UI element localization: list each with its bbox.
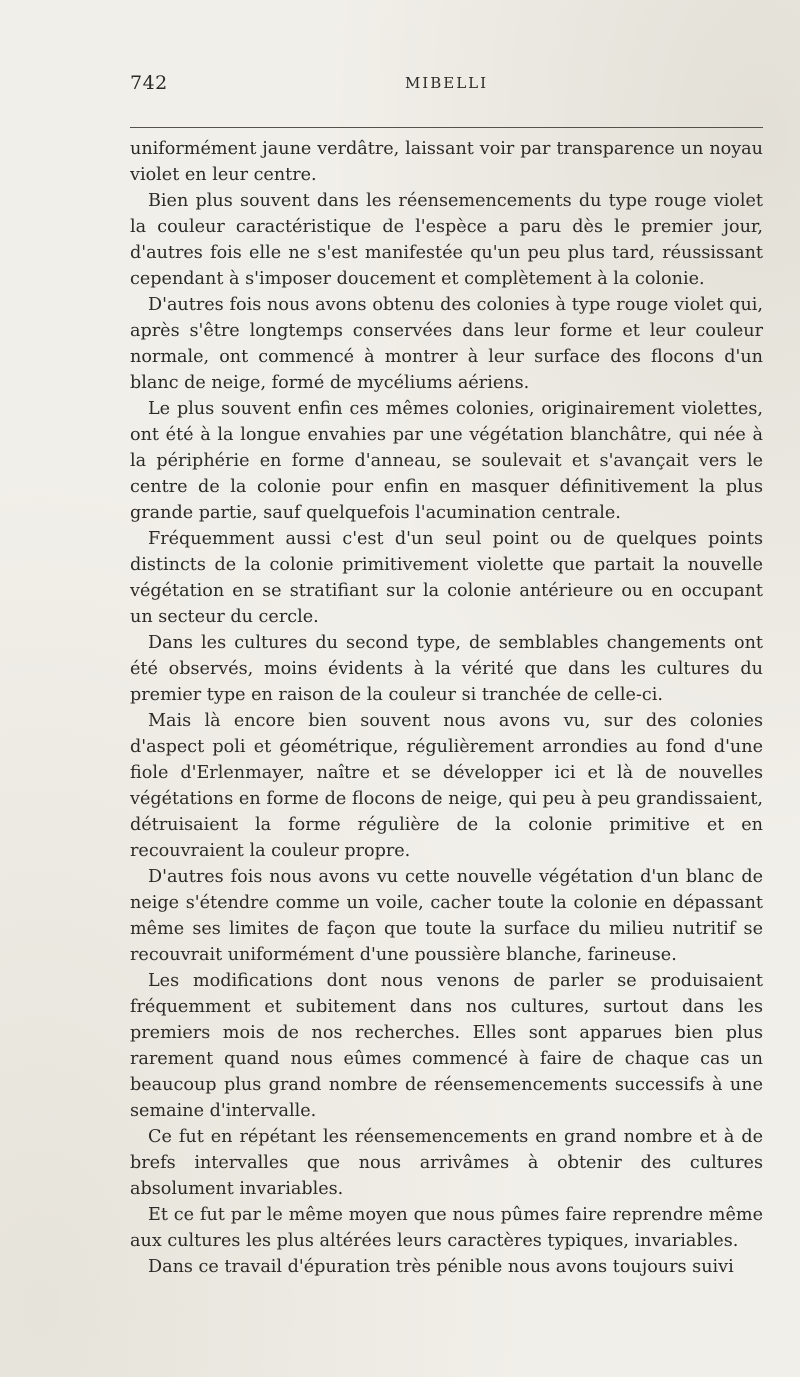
paragraph: D'autres fois nous avons vu cette nouvelle végétation d'un blanc de neige s'étendre comme un voile, cacher toute la colonie en dépassant même ses limites de façon que toute la surface du milieu nutritif se recouvrait uniformément d'une poussière blanche, farineuse. bbox=[130, 867, 763, 965]
paragraph: Fréquemment aussi c'est d'un seul point ou de quelques points distincts de la colonie primitivement violette que partait la nouvelle végétation en se stratifiant sur la colonie antérieure ou en occupant un secteur du cercle. bbox=[130, 529, 763, 627]
paragraph: Ce fut en répétant les réensemencements en grand nombre et à de brefs intervalles que nous arrivâmes à obtenir des cultures absolument invariables. bbox=[130, 1127, 763, 1199]
body-text bbox=[130, 136, 763, 1280]
paragraph: Mais là encore bien souvent nous avons vu, sur des colonies d'aspect poli et géométrique, régulièrement arrondies au fond d'une fiole d'Erlenmayer, naître et se développer ici et là de nouvelles végétations en forme de flocons de neige, qui peu à peu grandissaient, détruisaient la forme régulière de la colonie primitive et en recouvraient la couleur propre. bbox=[130, 711, 763, 861]
paragraph: Les modifications dont nous venons de parler se produisaient fréquemment et subitement dans nos cultures, surtout dans les premiers mois de nos recherches. Elles sont apparues bien plus rarement quand nous eûmes commencé à faire de chaque cas un beaucoup plus grand nombre de réensemencements successifs à une semaine d'intervalle. bbox=[130, 971, 763, 1121]
paragraph: D'autres fois nous avons obtenu des colonies à type rouge violet qui, après s'être longtemps conservées dans leur forme et leur couleur normale, ont commencé à montrer à leur surface des flocons d'un blanc de neige, formé de mycéliums aériens. bbox=[130, 295, 763, 393]
paragraph: Dans les cultures du second type, de semblables changements ont été observés, moins évidents à la vérité que dans les cultures du premier type en raison de la couleur si tranchée de celle-ci. bbox=[130, 633, 763, 705]
paragraph-continued: uniformément jaune verdâtre, laissant voir par transparence un noyau violet en leur centre. bbox=[130, 139, 763, 185]
paragraph: Et ce fut par le même moyen que nous pûmes faire reprendre même aux cultures les plus altérées leurs caractères typiques, invariables. bbox=[130, 1205, 763, 1251]
paragraph: Bien plus souvent dans les réensemencements du type rouge violet la couleur caractéristique de l'espèce a paru dès le premier jour, d'autres fois elle ne s'est manifestée qu'un peu plus tard, réussissant cependant à s'imposer doucement et complètement à la colonie. bbox=[130, 191, 763, 289]
running-title: MIBELLI bbox=[404, 74, 489, 92]
header-rule bbox=[130, 127, 763, 128]
paragraph: Le plus souvent enfin ces mêmes colonies, originairement violettes, ont été à la longue envahies par une végétation blanchâtre, qui née à la périphérie en forme d'anneau, se soulevait et s'avançait vers le centre de la colonie pour enfin en masquer définitivement la plus grande partie, sauf quelquefois l'acumination centrale. bbox=[130, 399, 763, 523]
page-number: 742 bbox=[130, 72, 168, 94]
paragraph-continues: Dans ce travail d'épuration très pénible nous avons toujours suivi bbox=[148, 1257, 734, 1277]
page-header bbox=[130, 72, 763, 102]
